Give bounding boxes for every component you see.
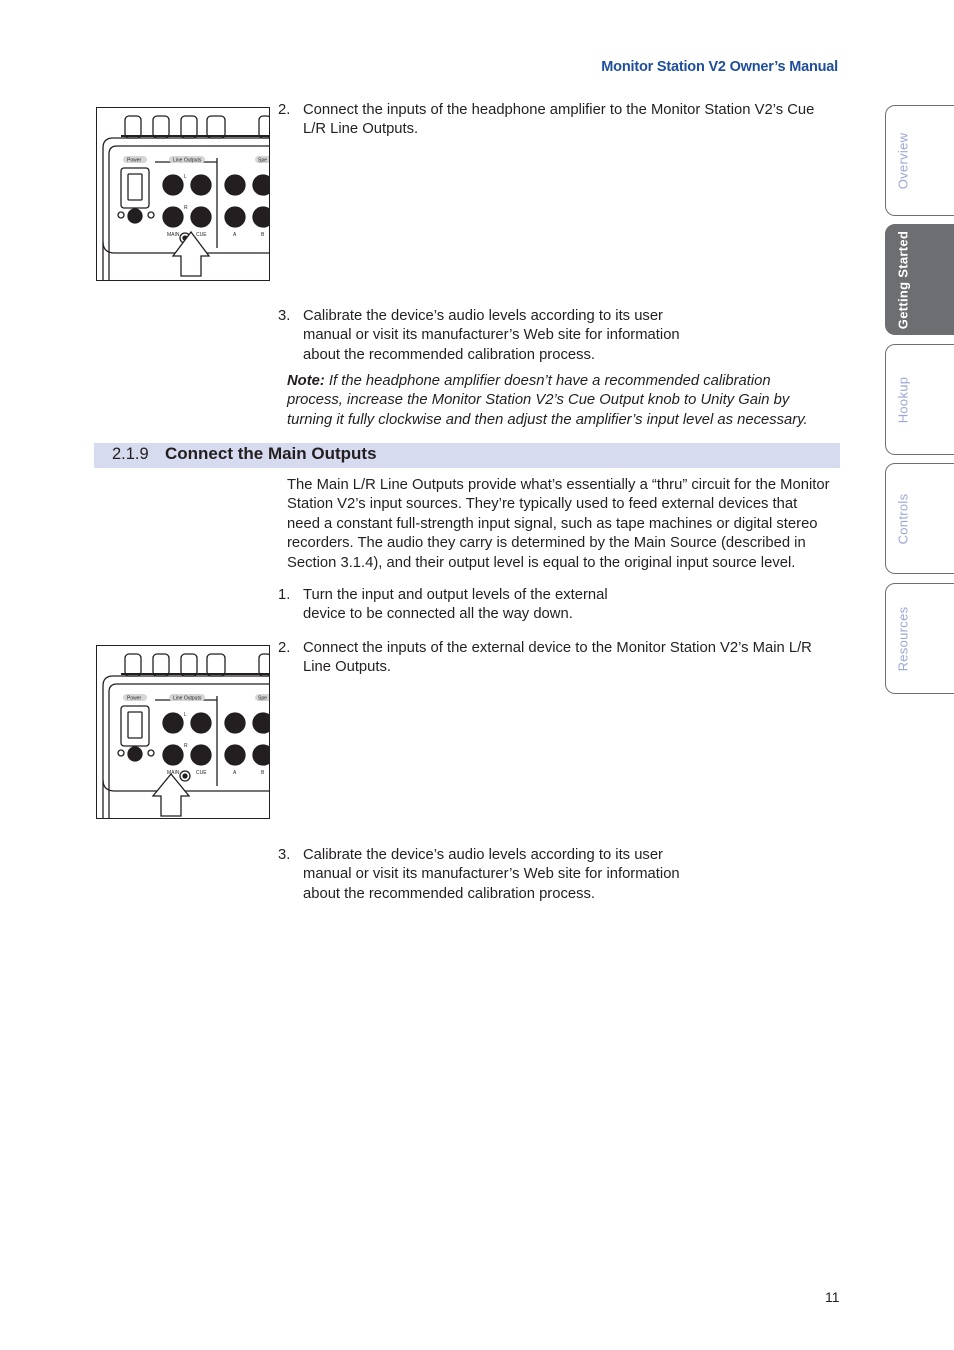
section-title: Connect the Main Outputs — [165, 444, 377, 463]
speakers-label: Spe — [258, 695, 267, 702]
power-label: Power — [127, 695, 142, 702]
top-step-2 — [278, 101, 840, 140]
tab-getting-started[interactable] — [885, 224, 954, 335]
line-outputs-label: Line Outputs — [173, 695, 202, 702]
r-label: R — [184, 205, 188, 211]
tab-controls-label: Controls — [895, 493, 911, 544]
power-label: Power — [127, 157, 142, 164]
step-number: 2. — [278, 102, 291, 118]
a-label: A — [233, 232, 237, 238]
step-text: Connect the inputs of the external device to the Monitor Station V2’s Main L/R Line Outputs. — [303, 640, 812, 676]
main-step-3 — [278, 846, 683, 904]
speakers-label: Spe — [258, 157, 267, 164]
step-number: 2. — [278, 640, 291, 656]
l-label: L — [184, 174, 187, 180]
tab-overview-label: Overview — [895, 132, 911, 189]
section-number: 2.1.9 — [112, 445, 149, 463]
step-number: 1. — [278, 587, 291, 603]
note-text: If the headphone amplifier doesn’t have a recommended calibration process, increase the Monitor Station V2’s Cue Output knob to Unity Gain by turning it fully clockwise and then adjust the amplifier’s input level as necessary. — [287, 373, 808, 428]
step-text: Connect the inputs of the headphone amplifier to the Monitor Station V2’s Cue L/R Line Outputs. — [303, 102, 815, 138]
top-step-3 — [278, 307, 683, 365]
cue-label: CUE — [196, 232, 207, 238]
section-heading — [94, 443, 840, 468]
line-outputs-label: Line Outputs — [173, 157, 202, 164]
section-intro: The Main L/R Line Outputs provide what’s essentially a “thru” circuit for the Monitor Station V2’s input sources. They’re typically used to feed external devices that need a constant full-strength input signal, such as tape machines or digital stereo recorders. The audio they carry is determined by the Main Source (described in Section 3.1.4), and their output level is equal to the original input source level. — [287, 477, 830, 571]
main-step-1 — [278, 586, 638, 625]
step-text: Calibrate the device’s audio levels according to its user manual or visit its manufacturer’s Web site for information about the recommended calibration process. — [303, 308, 680, 363]
main-label: MAIN — [167, 232, 180, 238]
step-number: 3. — [278, 308, 291, 324]
b-label: B — [261, 770, 265, 776]
step-text: Turn the input and output levels of the external device to be connected all the way down. — [303, 587, 608, 623]
tab-controls[interactable] — [885, 463, 954, 574]
main-label: MAIN — [167, 770, 180, 776]
a-label: A — [233, 770, 237, 776]
rear-panel-figure-main — [96, 645, 270, 819]
b-label: B — [261, 232, 265, 238]
manual-title: Monitor Station V2 Owner’s Manual — [601, 59, 838, 75]
cue-label: CUE — [196, 770, 207, 776]
rear-panel-figure-cue — [96, 107, 270, 281]
tab-hookup[interactable] — [885, 344, 954, 455]
l-label: L — [184, 712, 187, 718]
tab-resources-label: Resources — [895, 606, 911, 671]
main-step-2 — [278, 639, 840, 678]
calibration-note — [287, 372, 817, 430]
r-label: R — [184, 743, 188, 749]
tab-overview[interactable] — [885, 105, 954, 216]
tab-hookup-label: Hookup — [895, 376, 911, 423]
page-number: 11 — [825, 1289, 840, 1305]
tab-getting-started-label: Getting Started — [895, 230, 911, 329]
step-text: Calibrate the device’s audio levels according to its user manual or visit its manufacturer’s Web site for information about the recommended calibration process. — [303, 847, 680, 902]
tab-resources[interactable] — [885, 583, 954, 694]
note-label: Note: — [287, 373, 325, 389]
step-number: 3. — [278, 847, 291, 863]
